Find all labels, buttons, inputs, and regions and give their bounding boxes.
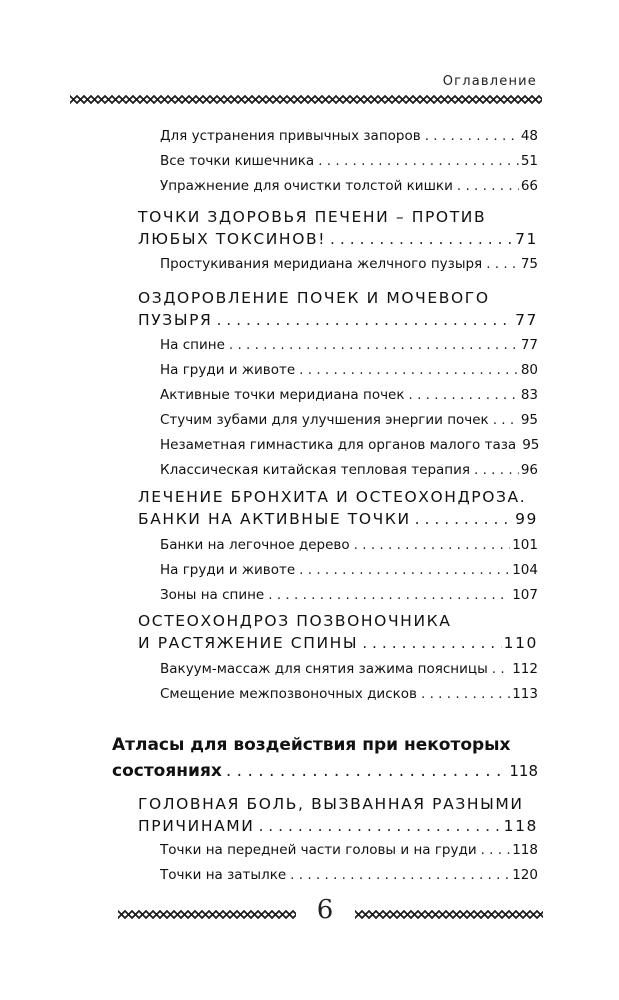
leader-dots xyxy=(486,256,519,272)
leader-dots xyxy=(229,337,519,353)
toc-entry-text: Простукивания меридиана желчного пузыря xyxy=(160,256,483,272)
leader-dots xyxy=(481,842,511,858)
toc-entry-page: 120 xyxy=(512,867,538,883)
section-page: 77 xyxy=(515,311,538,329)
leader-dots xyxy=(421,686,510,702)
section-page: 71 xyxy=(515,230,538,248)
toc-entry[interactable] xyxy=(160,362,538,378)
toc-entry-page: 66 xyxy=(520,178,538,194)
leader-dots xyxy=(492,661,510,677)
toc-entry-text: Смещение межпозвоночных дисков xyxy=(160,686,417,702)
toc-entry[interactable] xyxy=(160,867,538,883)
part-heading[interactable] xyxy=(112,761,538,781)
section-heading-line: ОЗДОРОВЛЕНИЕ ПОЧЕК И МОЧЕВОГО xyxy=(138,289,490,307)
leader-dots xyxy=(299,362,519,378)
leader-dots xyxy=(415,510,513,528)
section-heading-text: И РАСТЯЖЕНИЕ СПИНЫ xyxy=(138,634,359,652)
section-heading-line: ОСТЕОХОНДРОЗ ПОЗВОНОЧНИКА xyxy=(138,612,452,630)
toc-entry-text: На груди и животе xyxy=(160,362,296,378)
toc-entry[interactable] xyxy=(160,661,538,677)
section-heading-line: ГОЛОВНАЯ БОЛЬ, ВЫЗВАННАЯ РАЗНЫМИ xyxy=(138,795,524,813)
toc-entry-page: 118 xyxy=(512,842,538,858)
footer-ornament-right xyxy=(355,910,543,919)
section-heading[interactable] xyxy=(138,230,538,248)
toc-entry-text: Для устранения привычных запоров xyxy=(160,128,421,144)
section-page: 99 xyxy=(515,510,538,528)
section-heading[interactable] xyxy=(138,817,538,835)
toc-entry-text: Вакуум-массаж для снятия зажима поясницы xyxy=(160,661,488,677)
toc-entry-page: 80 xyxy=(520,362,538,378)
toc-entry[interactable] xyxy=(160,412,538,428)
running-header-title: Оглавление xyxy=(442,74,537,89)
toc-entry-page: 51 xyxy=(520,153,538,169)
toc-entry[interactable] xyxy=(160,537,538,553)
toc-entry[interactable] xyxy=(160,686,538,702)
toc-entry[interactable] xyxy=(160,256,538,272)
leader-dots xyxy=(457,178,519,194)
part-page: 118 xyxy=(509,762,538,780)
toc-entry-text: Все точки кишечника xyxy=(160,153,315,169)
leader-dots xyxy=(474,462,519,478)
section-page: 110 xyxy=(503,634,538,652)
toc-entry-page: 112 xyxy=(512,661,538,677)
toc-entry-text: Точки на передней части головы и на груди xyxy=(160,842,477,858)
toc-entry-text: Банки на легочное дерево xyxy=(160,537,350,553)
toc-entry-page: 104 xyxy=(512,562,538,578)
section-heading-text: ПУЗЫРЯ xyxy=(138,311,213,329)
toc-entry[interactable] xyxy=(160,178,538,194)
toc-entry-text: На спине xyxy=(160,337,225,353)
section-heading[interactable] xyxy=(138,510,538,528)
leader-dots xyxy=(290,867,510,883)
leader-dots xyxy=(318,153,519,169)
section-heading[interactable] xyxy=(138,311,538,329)
toc-entry-text: На груди и животе xyxy=(160,562,296,578)
section-heading-text: ЛЮБЫХ ТОКСИНОВ! xyxy=(138,230,327,248)
toc-entry[interactable] xyxy=(160,128,538,144)
toc-entry-page: 48 xyxy=(520,128,538,144)
toc-entry-page: 107 xyxy=(512,587,538,603)
leader-dots xyxy=(258,817,501,835)
part-heading-text: состояниях xyxy=(112,761,222,781)
toc-entry-text: Классическая китайская тепловая терапия xyxy=(160,462,471,478)
section-heading[interactable] xyxy=(138,634,538,652)
section-heading-line: ТОЧКИ ЗДОРОВЬЯ ПЕЧЕНИ – ПРОТИВ xyxy=(138,208,487,226)
section-heading-text: БАНКИ НА АКТИВНЫЕ ТОЧКИ xyxy=(138,510,411,528)
toc-entry[interactable] xyxy=(160,462,538,478)
toc-entry[interactable] xyxy=(160,562,538,578)
toc-entry-text: Стучим зубами для улучшения энергии почек xyxy=(160,412,489,428)
toc-entry-text: Незаметная гимнастика для органов малого таза xyxy=(160,437,517,453)
toc-entry-text: Активные точки меридиана почек xyxy=(160,387,405,403)
toc-entry-text: Точки на затылке xyxy=(160,867,287,883)
toc-entry-text: Зоны на спине xyxy=(160,587,265,603)
toc-entry[interactable] xyxy=(160,842,538,858)
toc-entry-page: 95 xyxy=(520,412,538,428)
leader-dots xyxy=(299,562,510,578)
leader-dots xyxy=(216,311,513,329)
toc-entry-page: 96 xyxy=(520,462,538,478)
leader-dots xyxy=(226,761,508,781)
leader-dots xyxy=(425,128,519,144)
toc-entry-page: 113 xyxy=(512,686,538,702)
section-heading-text: ПРИЧИНАМИ xyxy=(138,817,255,835)
section-heading-line: ЛЕЧЕНИЕ БРОНХИТА И ОСТЕОХОНДРОЗА. xyxy=(138,488,527,506)
toc-entry-page: 77 xyxy=(520,337,538,353)
leader-dots xyxy=(354,537,511,553)
toc-entry-page: 101 xyxy=(512,537,538,553)
toc-entry-page: 83 xyxy=(520,387,538,403)
toc-entry[interactable] xyxy=(160,153,538,169)
leader-dots xyxy=(330,230,513,248)
leader-dots xyxy=(362,634,501,652)
section-page: 118 xyxy=(503,817,538,835)
toc-entry[interactable] xyxy=(160,437,538,453)
footer-ornament-left xyxy=(118,910,296,919)
leader-dots xyxy=(493,412,519,428)
leader-dots xyxy=(409,387,519,403)
page-number: 6 xyxy=(316,895,334,925)
toc-entry[interactable] xyxy=(160,337,538,353)
toc-entry[interactable] xyxy=(160,587,538,603)
leader-dots xyxy=(268,587,510,603)
part-heading-line: Атласы для воздействия при некоторых xyxy=(112,735,511,755)
toc-entry[interactable] xyxy=(160,387,538,403)
toc-entry-page: 75 xyxy=(520,256,538,272)
toc-entry-page: 95 xyxy=(522,437,540,453)
toc-entry-text: Упражнение для очистки толстой кишки xyxy=(160,178,453,194)
